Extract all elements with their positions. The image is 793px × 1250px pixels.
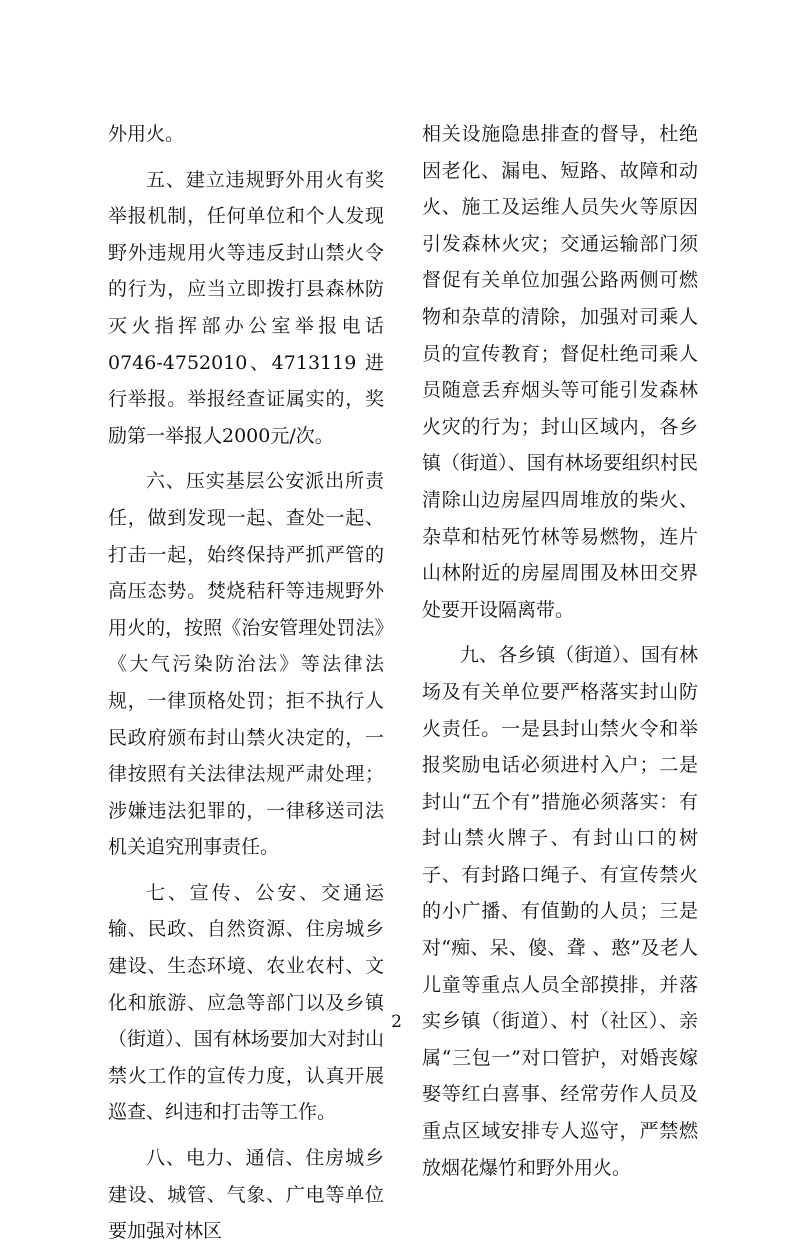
paragraph-item-6: 六、压实基层公安派出所责任，做到发现一起、查处一起、打击一起，始终保持严抓严管的高压态势。焚烧秸秆等违规野外用火的，按照《治安管理处罚法》《大气污染防治法》等法律法规，一律顶格处罚；拒不执行人民政府颁布封山禁火决定的，一律按照有关法律法规严肃处理；涉嫌违法犯罪的，一律移送司法机关追究刑事责任。 (108, 470, 384, 859)
paragraph-item-8-start: 八、电力、通信、住房城乡建设、城管、气象、广电等单位要加强对林区 (108, 1147, 384, 1243)
paragraph-item-5: 五、建立违规野外用火有奖举报机制，任何单位和个人发现野外违规用火等违反封山禁火令的行为，应当立即拨打县森林防灭火指挥部办公室举报电话 0746-4752010、4713119 进行举报。举报经查证属实的，奖励第一举报人2000元/次。 (108, 168, 384, 447)
paragraph-item-7: 七、宣传、公安、交通运输、民政、自然资源、住房城乡建设、生态环境、农业农村、文化和旅游、应急等部门以及乡镇（街道）、国有林场要加大对封山禁火工作的宣传力度，认真开展巡查、纠违和打击等工作。 (108, 881, 384, 1124)
continued-text: 外用火。 (108, 123, 185, 145)
paragraph-item-8-continued: 相关设施隐患排查的督导，杜绝因老化、漏电、短路、故障和动火、施工及运维人员失火等原因引发森林火灾；交通运输部门须督促有关单位加强公路两侧可燃物和杂草的清除，加强对司乘人员的宣传教育；督促杜绝司乘人员随意丢弃烟头等可能引发森林火灾的行为；封山区域内，各乡镇（街道）、国有林场要组织村民清除山边房屋四周堆放的柴火、杂草和枯死竹林等易燃物，连片山林附近的房屋周围及林田交界处要开设隔离带。 (422, 123, 698, 621)
page-number: 2 (391, 1012, 402, 1032)
paragraph-item-9: 九、各乡镇（街道）、国有林场及有关单位要严格落实封山防火责任。一是县封山禁火令和举报奖励电话必须进村入户；二是封山“五个有”措施必须落实：有封山禁火牌子、有封山口的树子、有封路口绳子、有宣传禁火的小广播、有值勤的人员；三是对“痴、呆、傻、聋 、憨”及老人儿童等重点人员全部摸排，并落实乡镇（街道）、村（社区）、亲属“三包一”对口管护，对婚丧嫁娶等红白喜事、经常劳作人员及重点区域安排专人巡守，严禁燃放烟花爆竹和野外用火。 (422, 644, 698, 1179)
left-column (108, 116, 384, 1250)
